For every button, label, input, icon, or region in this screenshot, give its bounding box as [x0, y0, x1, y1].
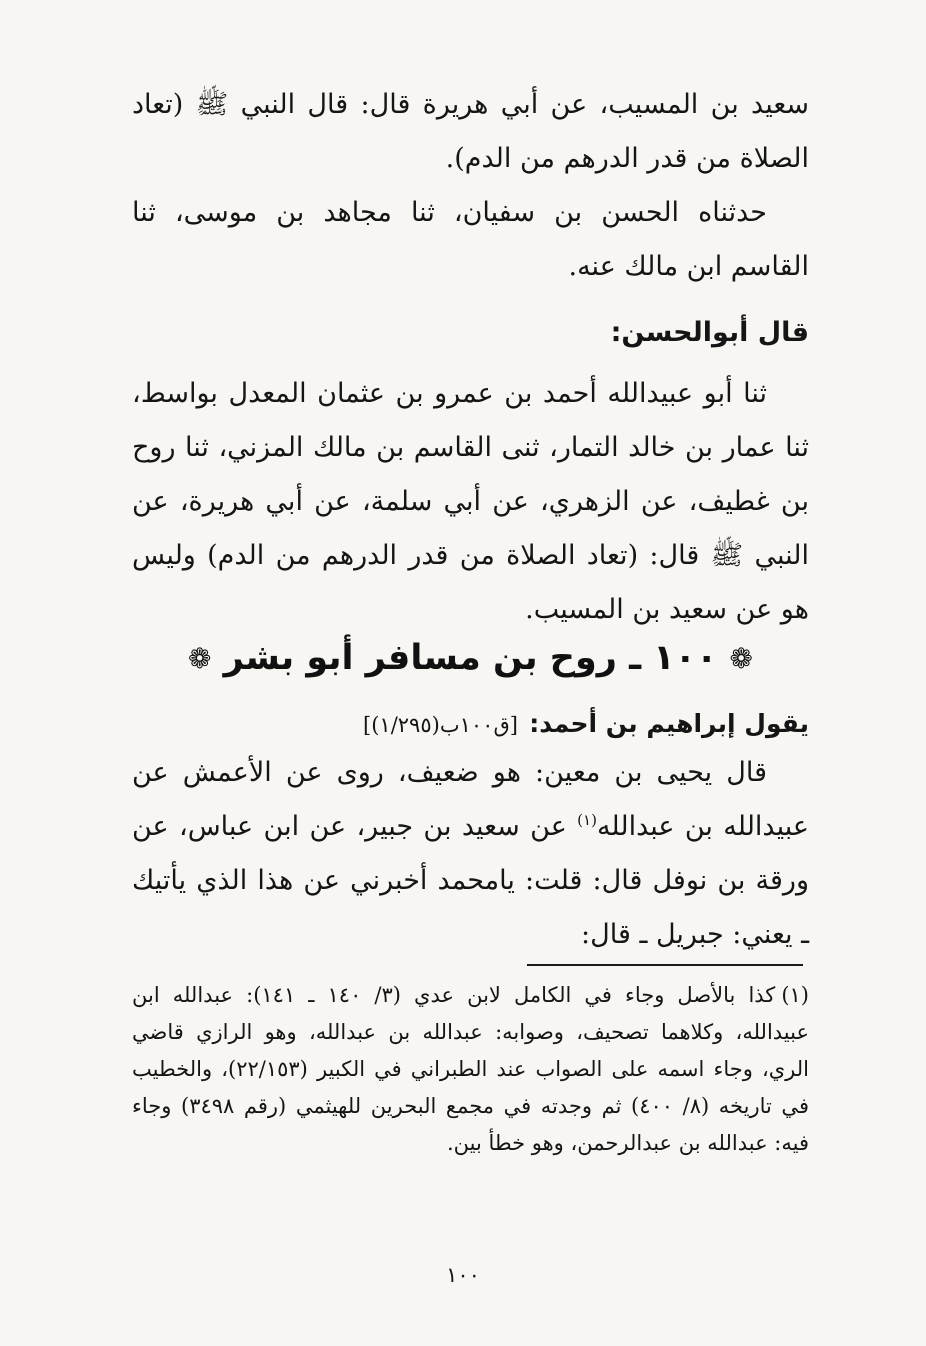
paragraph-2-text: حدثناه الحسن بن سفيان، ثنا مجاهد بن موسى، ثنا القاسم ابن مالك عنه.	[132, 197, 809, 282]
entry-title-text: ١٠٠ ـ روح بن مسافر أبو بشر	[223, 638, 718, 678]
ornament-right-icon: ❁	[729, 642, 753, 675]
footnote-text: كذا بالأصل وجاء في الكامل لابن عدي (٣/ ١٤٠ ـ ١٤١): عبدالله ابن عبيدالله، وكلاهما تصحيف، وصوابه: عبدالله بن عبدالله، وهو الرازي قاضي الري، وجاء اسمه على الصواب عند الطبراني في الكبير (٢٢/١٥٣)، والخطيب في تاريخه (٨/ ٤٠٠) ثم وجدته في مجمع البحرين للهيثمي (رقم ٣٤٩٨) وجاء فيه: عبدالله بن عبدالرحمن، وهو خطأ بين.	[132, 983, 809, 1155]
paragraph-4-text-a: قال يحيى بن معين: هو ضعيف، روى عن الأعمش عن عبيدالله بن عبدالله	[132, 757, 809, 842]
footnote-number: (١)	[781, 983, 809, 1007]
footnote	[132, 977, 809, 1162]
footnote-marker[interactable]: (١)	[577, 811, 597, 829]
manuscript-reference: [ق١٠٠ب(١/٢٩٥)]	[363, 713, 518, 737]
paragraph-3	[132, 367, 809, 637]
page-number: ١٠٠	[446, 1263, 480, 1287]
paragraph-4-text-b: عن سعيد بن جبير، عن ابن عباس، عن ورقة بن نوفل قال: قلت: يامحمد أخبرني عن هذا الذي يأتيك ـ يعني: جبريل ـ قال:	[132, 811, 809, 950]
paragraph-4	[132, 746, 809, 962]
source-line	[132, 704, 809, 745]
paragraph-1-text: سعيد بن المسيب، عن أبي هريرة قال: قال النبي ﷺ (تعاد الصلاة من قدر الدرهم من الدم).	[132, 89, 809, 174]
entry-title	[132, 633, 809, 684]
paragraph-2	[132, 186, 809, 294]
paragraph-1	[132, 78, 809, 186]
paragraph-3-text: ثنا أبو عبيدالله أحمد بن عمرو بن عثمان المعدل بواسط، ثنا عمار بن خالد التمار، ثنى القاسم بن مالك المزني، ثنا روح بن غطيف، عن الزهري، عن أبي سلمة، عن أبي هريرة، عن النبي ﷺ قال: (تعاد الصلاة من قدر الدرهم من الدم) وليس هو عن سعيد بن المسيب.	[132, 378, 809, 625]
ornament-left-icon: ❁	[188, 642, 212, 675]
footnote-divider	[527, 964, 803, 966]
section-heading: قال أبوالحسن:	[610, 317, 809, 348]
source-label: يقول إبراهيم بن أحمد:	[529, 709, 809, 738]
